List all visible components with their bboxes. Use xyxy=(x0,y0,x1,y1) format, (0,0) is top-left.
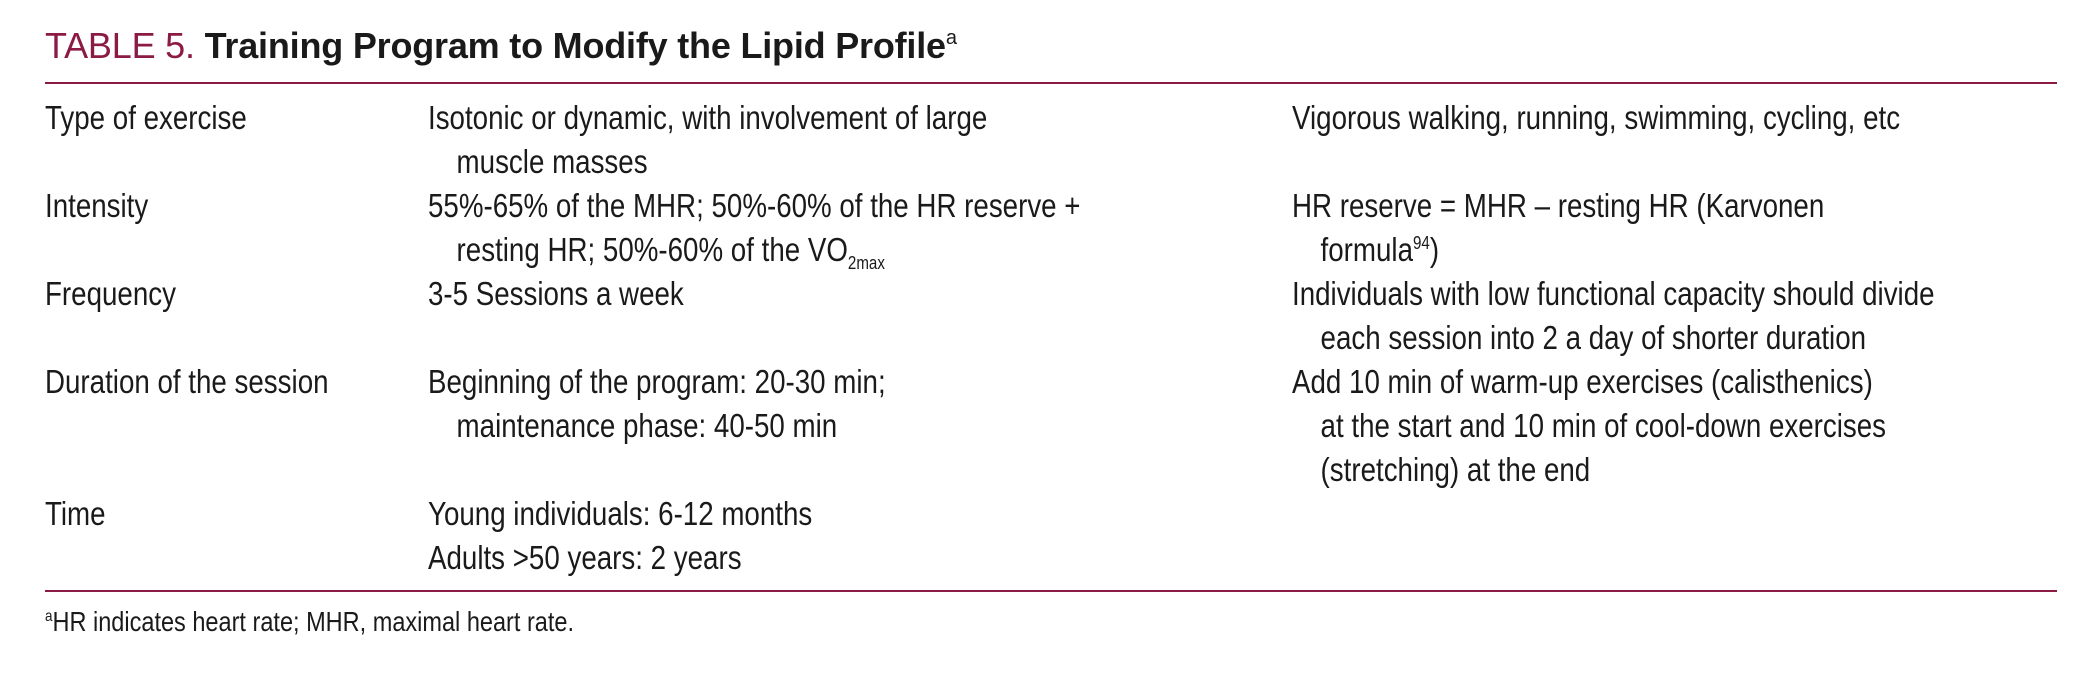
category-text: Intensity xyxy=(45,187,149,224)
notes-text xyxy=(1292,96,1900,140)
description-cell xyxy=(428,272,1292,360)
category-text: Frequency xyxy=(45,275,176,312)
description-cell xyxy=(428,492,1292,580)
notes-line: Add 10 min of warm-up exercises (calisthenics) xyxy=(1292,363,1873,400)
notes-line: HR reserve = MHR – resting HR (Karvonen xyxy=(1292,187,1825,224)
notes-cell xyxy=(1292,360,2057,492)
notes-line: each session into 2 a day of shorter duration xyxy=(1320,319,1867,356)
footnote-marker: a xyxy=(45,608,53,625)
category-cell xyxy=(45,492,428,580)
footnote-body: HR indicates heart rate; MHR, maximal heart rate. xyxy=(52,606,575,637)
description-line xyxy=(428,228,1080,272)
table-name-text: Training Program to Modify the Lipid Profile xyxy=(204,25,946,66)
notes-cell xyxy=(1292,184,2057,272)
notes-line: Vigorous walking, running, swimming, cycling, etc xyxy=(1292,99,1901,136)
table-row xyxy=(45,96,2057,184)
table-title xyxy=(45,24,2057,68)
notes-line-tail: ) xyxy=(1429,231,1440,268)
description-line-text: resting HR; 50%-60% of the VO xyxy=(456,231,849,268)
category-cell xyxy=(45,184,428,272)
notes-line: Individuals with low functional capacity should divide xyxy=(1292,275,1935,312)
category-cell xyxy=(45,272,428,360)
description-line: Young individuals: 6-12 months xyxy=(428,495,813,532)
table-row xyxy=(45,272,2057,360)
description-text xyxy=(428,360,886,448)
exercise-table xyxy=(45,96,2057,580)
notes-cell xyxy=(1292,272,2057,360)
top-rule xyxy=(45,82,2057,84)
category-cell xyxy=(45,360,428,492)
description-line: 55%-65% of the MHR; 50%-60% of the HR reserve + xyxy=(428,187,1081,224)
table-row xyxy=(45,492,2057,580)
description-cell xyxy=(428,96,1292,184)
notes-cell xyxy=(1292,492,2057,580)
notes-text xyxy=(1292,272,1935,360)
table-row xyxy=(45,360,2057,492)
description-cell xyxy=(428,360,1292,492)
title-note-marker: a xyxy=(945,27,957,49)
notes-cell xyxy=(1292,96,2057,184)
description-line: 3-5 Sessions a week xyxy=(428,275,685,312)
description-text xyxy=(428,184,1080,272)
category-text: Duration of the session xyxy=(45,363,329,400)
bottom-rule xyxy=(45,590,2057,592)
description-text xyxy=(428,272,684,316)
notes-text xyxy=(1292,184,1824,272)
vo2-subscript: 2max xyxy=(848,253,886,273)
description-text xyxy=(428,492,812,580)
description-line: Isotonic or dynamic, with involvement of large xyxy=(428,99,988,136)
description-line: maintenance phase: 40-50 min xyxy=(456,407,838,444)
notes-line xyxy=(1292,228,1824,272)
category-text: Time xyxy=(45,495,106,532)
category-text: Type of exercise xyxy=(45,99,247,136)
table-row xyxy=(45,184,2057,272)
description-cell xyxy=(428,184,1292,272)
description-line: muscle masses xyxy=(456,143,648,180)
notes-line-text: formula xyxy=(1320,231,1414,268)
notes-line: (stretching) at the end xyxy=(1320,451,1591,488)
table-figure xyxy=(45,24,2057,640)
description-line: Beginning of the program: 20-30 min; xyxy=(428,363,886,400)
reference-marker: 94 xyxy=(1413,233,1430,253)
table-label: TABLE 5. xyxy=(45,25,195,66)
table-name xyxy=(205,25,957,66)
category-cell xyxy=(45,96,428,184)
table-footnote xyxy=(45,604,2057,640)
notes-text xyxy=(1292,360,1886,492)
notes-line: at the start and 10 min of cool-down exercises xyxy=(1320,407,1887,444)
footnote-text xyxy=(45,604,574,640)
description-line: Adults >50 years: 2 years xyxy=(428,539,742,576)
description-text xyxy=(428,96,987,184)
